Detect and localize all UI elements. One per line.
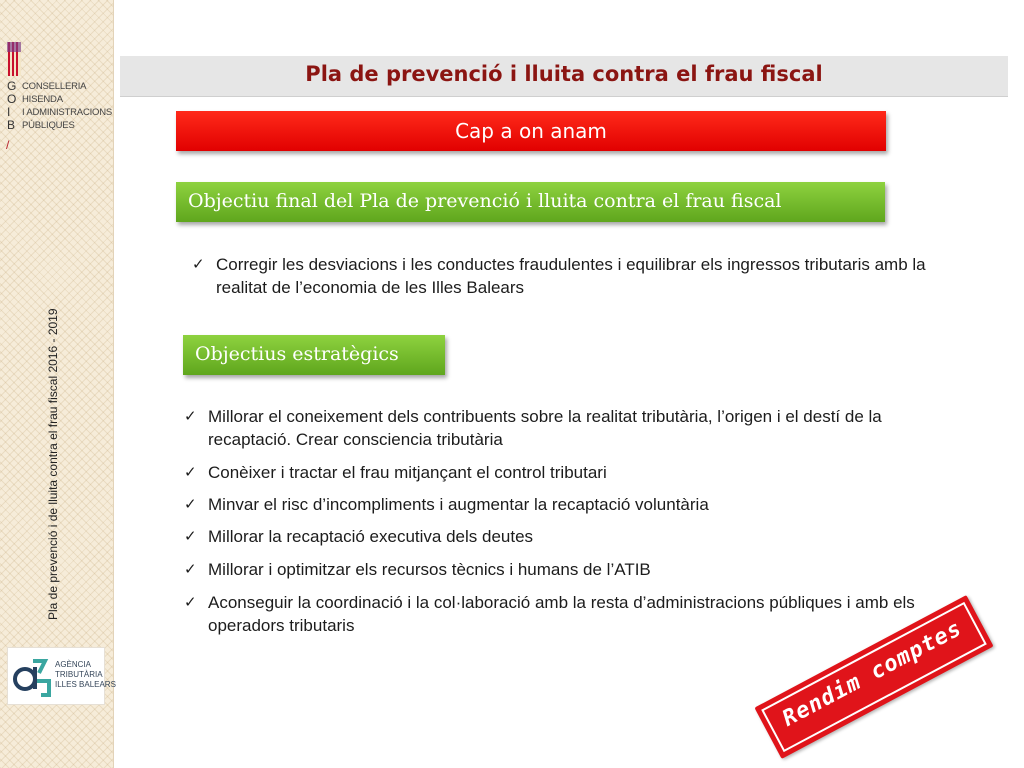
final-objective-heading-label: Objectiu final del Pla de prevenció i lluita contra el frau fiscal [188, 190, 782, 212]
strategic-objectives-heading-label: Objectius estratègics [195, 343, 399, 365]
check-icon: ✓ [184, 593, 197, 611]
sidebar [0, 0, 114, 768]
check-icon: ✓ [184, 560, 197, 578]
govern-logo [4, 42, 113, 152]
atib-name: AGÈNCIA TRIBUTÀRIA ILLES BALEARS [55, 660, 116, 689]
goib-letters: G O I B [7, 79, 17, 132]
slash-icon: / [6, 138, 10, 152]
vertical-caption: Pla de prevenció i de lluita contra el frau fiscal 2016 - 2019 [46, 308, 60, 620]
atib-symbol-icon [11, 651, 53, 701]
check-icon: ✓ [192, 255, 205, 273]
section-banner [176, 111, 886, 151]
list-item: ✓ Conèixer i tractar el frau mitjançant el control tributari [184, 463, 607, 482]
check-icon: ✓ [184, 495, 197, 513]
check-icon: ✓ [184, 527, 197, 545]
page-title: Pla de prevenció i lluita contra el frau fiscal [305, 62, 823, 86]
strategic-objectives-heading [183, 335, 445, 375]
list-item: ✓ Millorar el coneixement dels contribuents sobre la realitat tributària, l’origen i el destí de la recaptació. Crear consciencia tributària [184, 407, 882, 449]
title-bar [120, 56, 1008, 97]
list-item: ✓ Minvar el risc d’incompliments i augmentar la recaptació voluntària [184, 495, 709, 514]
check-icon: ✓ [184, 407, 197, 425]
final-objective-heading [176, 182, 885, 222]
list-item: ✓ Millorar la recaptació executiva dels deutes [184, 527, 534, 546]
section-banner-label: Cap a on anam [455, 119, 607, 143]
list-item: ✓ Corregir les desviacions i les conductes fraudulentes i equilibrar els ingressos tributaris amb la realitat de l’economia de les Illes Balears [192, 255, 926, 297]
atib-logo [7, 647, 116, 705]
list-item: ✓ Millorar i optimitzar els recursos tècnics i humans de l’ATIB [184, 560, 651, 579]
list-item: ✓ Aconseguir la coordinació i la col·laboració amb la resta d’administracions públiques i amb els operadors tributaris [184, 593, 915, 635]
flag-icon [7, 42, 21, 76]
conselleria-name: CONSELLERIA HISENDA I ADMINISTRACIONS PÚBLIQUES [22, 81, 113, 131]
check-icon: ✓ [184, 463, 197, 481]
stamp-label: Rendim comptes [778, 616, 967, 732]
